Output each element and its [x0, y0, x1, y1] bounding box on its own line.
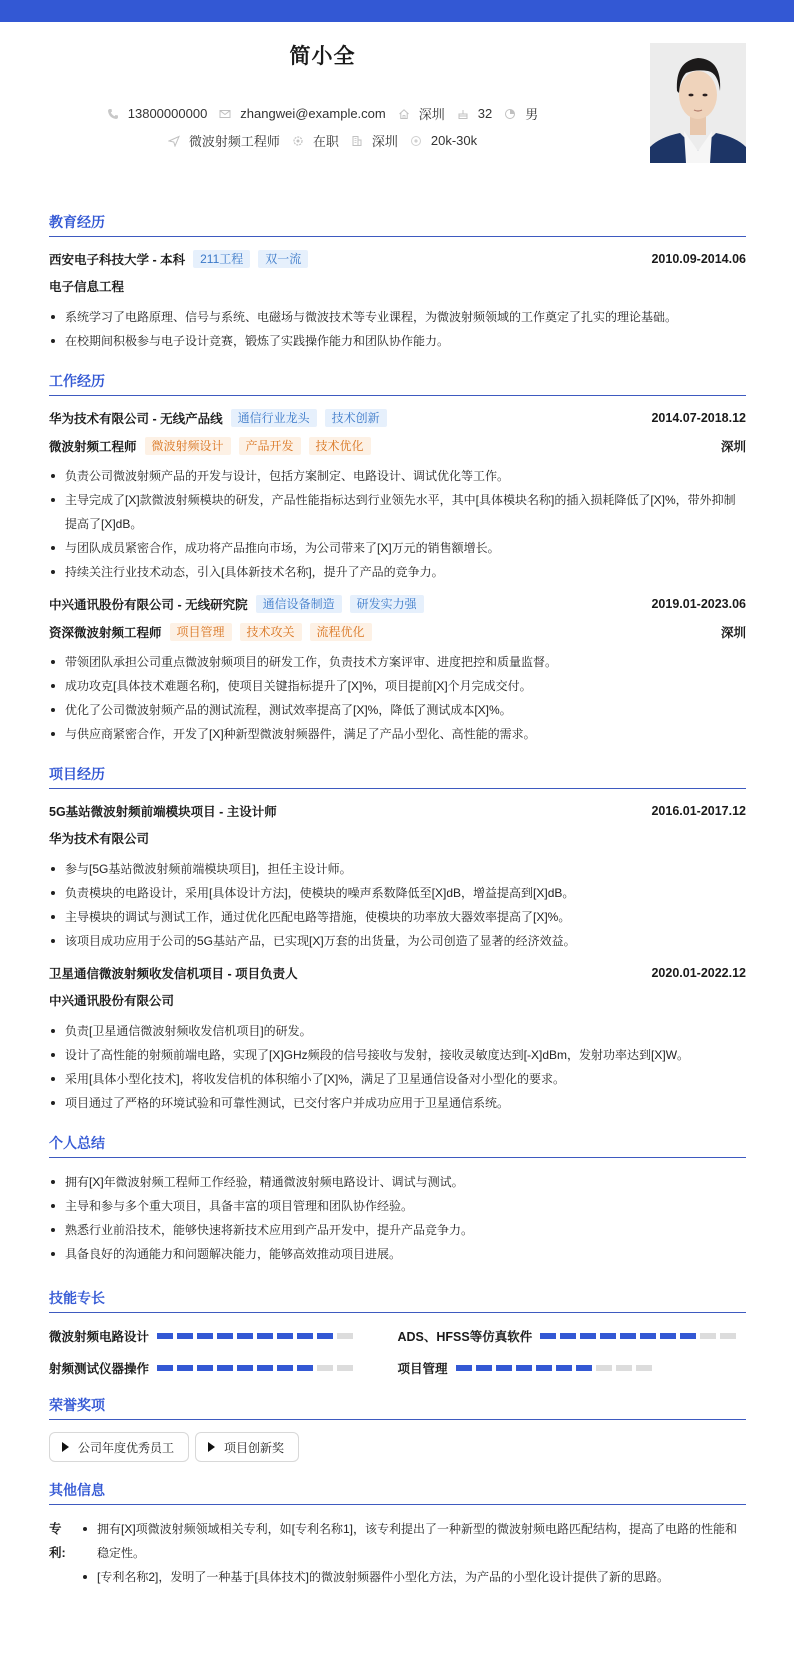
gender-info: [504, 104, 538, 123]
email-text: zhangwei@example.com: [240, 106, 386, 121]
project-entry-header: [49, 963, 746, 983]
skill-segment-filled: [600, 1333, 616, 1339]
project-entry: [49, 801, 746, 953]
work-section: [49, 371, 746, 746]
bullet-item: 参与[5G基站微波射频前端模块项目]，担任主设计师。: [49, 857, 746, 881]
work-city-info: [351, 131, 398, 150]
skill-item: [49, 1325, 398, 1347]
skill-segment-filled: [560, 1333, 576, 1339]
skill-name: ADS、HFSS等仿真软件: [397, 1330, 533, 1344]
skill-level-bar: [540, 1333, 740, 1339]
mail-icon: [219, 108, 231, 120]
work-city-text: 深圳: [371, 134, 398, 149]
plane-icon: [168, 135, 180, 147]
other-section: [49, 1480, 746, 1589]
bullet-item: 在校期间积极参与电子设计竞赛，锻炼了实践操作能力和团队协作能力。: [49, 329, 746, 353]
work-bullets: [49, 650, 746, 746]
top-accent-bar: [0, 0, 794, 22]
skills-grid: [49, 1325, 746, 1379]
company-tag: 研发实力强: [350, 595, 424, 613]
phone-info: [107, 106, 208, 121]
role-header: [49, 622, 746, 642]
awards-list: [49, 1432, 746, 1462]
section-title-skills: 技能专长: [49, 1288, 746, 1313]
skill-segment-filled: [680, 1333, 696, 1339]
section-title-summary: 个人总结: [49, 1133, 746, 1158]
skill-segment-filled: [197, 1365, 213, 1371]
skill-item: [49, 1357, 398, 1379]
project-entry: [49, 963, 746, 1115]
phone-icon: [107, 108, 119, 120]
bullet-item: 成功攻克[具体技术难题名称]，使项目关键指标提升了[X]%，项目提前[X]个月完成交付。: [49, 674, 746, 698]
skill-segment-filled: [277, 1333, 293, 1339]
section-title-other: 其他信息: [49, 1480, 746, 1505]
project-bullets: [49, 857, 746, 953]
skill-level-bar: [157, 1365, 357, 1371]
role-tag: 技术攻关: [240, 623, 302, 641]
bullet-item: 持续关注行业技术动态，引入[具体新技术名称]，提升了产品的竞争力。: [49, 560, 746, 584]
project-entry-header: [49, 801, 746, 821]
skill-segment-filled: [556, 1365, 572, 1371]
gender-text: 男: [525, 107, 539, 122]
skill-segment-filled: [157, 1333, 173, 1339]
awards-section: [49, 1395, 746, 1462]
skill-segment-filled: [317, 1333, 333, 1339]
salary-text: 20k-30k: [430, 133, 478, 148]
major: 电子信息工程: [49, 280, 125, 294]
bullet-item: 负责公司微波射频产品的开发与设计，包括方案制定、电路设计、调试优化等工作。: [49, 464, 746, 488]
bullet-item: 系统学习了电路原理、信号与系统、电磁场与微波技术等专业课程，为微波射频领域的工作奠定了扎实的理论基础。: [49, 305, 746, 329]
bullet-item: 熟悉行业前沿技术，能够快速将新技术应用到产品开发中，提升产品竞争力。: [49, 1218, 746, 1242]
salary-icon: [410, 135, 422, 147]
skill-item: [398, 1325, 747, 1347]
skill-segment-empty: [616, 1365, 632, 1371]
project-date: 2020.01-2022.12: [651, 966, 746, 980]
section-title-projects: 项目经历: [49, 764, 746, 789]
skill-segment-filled: [660, 1333, 676, 1339]
role-header: [49, 436, 746, 456]
skill-segment-filled: [620, 1333, 636, 1339]
projects-section: [49, 764, 746, 1115]
work-entry-left: [49, 595, 424, 613]
section-title-awards: 荣誉奖项: [49, 1395, 746, 1420]
bullet-item: 拥有[X]项微波射频领域相关专利，如[专利名称1]，该专利提出了一种新型的微波射频电路匹配结构，提高了电路的性能和稳定性。: [77, 1517, 746, 1565]
skill-segment-filled: [456, 1365, 472, 1371]
work-city: 深圳: [720, 440, 746, 454]
skill-segment-filled: [540, 1333, 556, 1339]
patents-block: [49, 1517, 746, 1589]
role-tag: 技术优化: [309, 437, 371, 455]
bullet-item: 优化了公司微波射频产品的测试流程，测试效率提高了[X]%，降低了测试成本[X]%。: [49, 698, 746, 722]
work-entry-header: [49, 594, 746, 614]
skill-segment-filled: [476, 1365, 492, 1371]
skill-segment-empty: [636, 1365, 652, 1371]
role-tag: 微波射频设计: [145, 437, 231, 455]
bullet-item: 带领团队承担公司重点微波射频项目的研发工作，负责技术方案评审、进度把控和质量监督。: [49, 650, 746, 674]
role-tag: 项目管理: [170, 623, 232, 641]
school-tag: 211工程: [193, 250, 250, 268]
patent-bullets: [75, 1517, 746, 1589]
age-text: 32: [477, 106, 493, 121]
skill-segment-filled: [277, 1365, 293, 1371]
work-entry: [49, 408, 746, 584]
skill-segment-filled: [576, 1365, 592, 1371]
skill-segment-filled: [580, 1333, 596, 1339]
role-tag: 产品开发: [239, 437, 301, 455]
role-tag: 流程优化: [310, 623, 372, 641]
role-name: 微波射频工程师: [49, 440, 137, 454]
bullet-item: 负责模块的电路设计，采用[具体设计方法]，使模块的噪声系数降低至[X]dB，增益提高到[X]dB。: [49, 881, 746, 905]
skill-segment-filled: [237, 1333, 253, 1339]
bullet-item: 该项目成功应用于公司的5G基站产品，已实现[X]万套的出货量，为公司创造了显著的经济效益。: [49, 929, 746, 953]
patents-label: 专利:: [49, 1522, 66, 1560]
position-info: [168, 131, 280, 150]
phone-text: 13800000000: [127, 106, 208, 121]
work-date: 2019.01-2023.06: [651, 597, 746, 611]
section-title-education: 教育经历: [49, 212, 746, 237]
building-icon: [351, 135, 363, 147]
project-bullets: [49, 1019, 746, 1115]
project-name: 卫星通信微波射频收发信机项目 - 项目负责人: [49, 967, 298, 981]
skill-segment-empty: [700, 1333, 716, 1339]
bullet-item: 拥有[X]年微波射频工程师工作经验，精通微波射频电路设计、调试与测试。: [49, 1170, 746, 1194]
skill-item: [398, 1357, 747, 1379]
skill-segment-filled: [496, 1365, 512, 1371]
skill-segment-filled: [257, 1333, 273, 1339]
bullet-item: 具备良好的沟通能力和问题解决能力，能够高效推动项目进展。: [49, 1242, 746, 1266]
school-name: 西安电子科技大学 - 本科: [49, 253, 186, 267]
award-label: 项目创新奖: [224, 1440, 285, 1455]
contact-row-1: [49, 104, 596, 123]
award-chip[interactable]: [195, 1432, 299, 1462]
education-entry-header: [49, 249, 746, 269]
skill-segment-empty: [596, 1365, 612, 1371]
bullet-item: 设计了高性能的射频前端电路，实现了[X]GHz频段的信号接收与发射，接收灵敏度达到[-X]dBm，发射功率达到[X]W。: [49, 1043, 746, 1067]
award-chip[interactable]: [49, 1432, 189, 1462]
profile-photo: [650, 43, 746, 163]
work-entry: [49, 594, 746, 746]
work-entry-left: [49, 409, 387, 427]
bullet-item: 主导完成了[X]款微波射频模块的研发，产品性能指标达到行业领先水平，其中[具体模块名称]的插入损耗降低了[X]%，带外抑制提高了[X]dB。: [49, 488, 746, 536]
role-left: [49, 437, 371, 455]
work-entry-header: [49, 408, 746, 428]
skill-name: 射频测试仪器操作: [49, 1362, 150, 1376]
bullet-item: 与供应商紧密合作，开发了[X]种新型微波射频器件，满足了产品小型化、高性能的需求。: [49, 722, 746, 746]
skill-segment-filled: [177, 1333, 193, 1339]
gender-icon: [504, 108, 516, 120]
education-section: [49, 212, 746, 353]
section-title-work: 工作经历: [49, 371, 746, 396]
skill-segment-filled: [257, 1365, 273, 1371]
skill-name: 微波射频电路设计: [49, 1330, 150, 1344]
work-city: 深圳: [720, 626, 746, 640]
triangle-right-icon: [62, 1442, 69, 1452]
skill-segment-filled: [297, 1365, 313, 1371]
status-icon: [292, 135, 304, 147]
skill-segment-filled: [217, 1365, 233, 1371]
skill-segment-empty: [337, 1333, 353, 1339]
education-entry-left: [49, 250, 308, 268]
bullet-item: [专利名称2]，发明了一种基于[具体技术]的微波射频器件小型化方法，为产品的小型化设计提供了新的思路。: [77, 1565, 746, 1589]
project-name: 5G基站微波射频前端模块项目 - 主设计师: [49, 805, 277, 819]
home-icon: [398, 108, 410, 120]
profile-header: [49, 22, 746, 200]
award-label: 公司年度优秀员工: [78, 1440, 175, 1455]
summary-section: [49, 1133, 746, 1266]
education-bullets: [49, 305, 746, 353]
role-name: 资深微波射频工程师: [49, 626, 162, 640]
skill-segment-filled: [640, 1333, 656, 1339]
skills-section: [49, 1288, 746, 1379]
company-tag: 通信行业龙头: [231, 409, 317, 427]
bullet-item: 采用[具体小型化技术]，将收发信机的体积缩小了[X]%，满足了卫星通信设备对小型化的要求。: [49, 1067, 746, 1091]
skill-segment-filled: [297, 1333, 313, 1339]
skill-segment-filled: [177, 1365, 193, 1371]
education-date: 2010.09-2014.06: [651, 252, 746, 266]
skill-segment-empty: [337, 1365, 353, 1371]
skill-segment-filled: [157, 1365, 173, 1371]
age-info: [457, 106, 492, 121]
cake-icon: [457, 108, 469, 120]
location-text: 深圳: [418, 107, 445, 122]
skill-segment-filled: [197, 1333, 213, 1339]
status-info: [292, 131, 339, 150]
education-entry: [49, 249, 746, 353]
project-company: 中兴通讯股份有限公司: [49, 994, 175, 1008]
skill-segment-empty: [720, 1333, 736, 1339]
work-date: 2014.07-2018.12: [651, 411, 746, 425]
skill-name: 项目管理: [397, 1362, 448, 1376]
company-name: 中兴通讯股份有限公司 - 无线研究院: [49, 598, 248, 612]
role-left: [49, 623, 372, 641]
location-info: [398, 104, 445, 123]
bullet-item: 项目通过了严格的环境试验和可靠性测试，已交付客户并成功应用于卫星通信系统。: [49, 1091, 746, 1115]
resume-page: [0, 22, 794, 1609]
skill-segment-filled: [237, 1365, 253, 1371]
bullet-item: 与团队成员紧密合作，成功将产品推向市场，为公司带来了[X]万元的销售额增长。: [49, 536, 746, 560]
skill-segment-filled: [536, 1365, 552, 1371]
work-bullets: [49, 464, 746, 584]
skill-segment-filled: [516, 1365, 532, 1371]
bullet-item: 主导模块的调试与测试工作，通过优化匹配电路等措施，使模块的功率放大器效率提高了[X]%。: [49, 905, 746, 929]
position-text: 微波射频工程师: [188, 134, 280, 149]
school-tag: 双一流: [258, 250, 308, 268]
skill-level-bar: [157, 1333, 357, 1339]
company-name: 华为技术有限公司 - 无线产品线: [49, 412, 223, 426]
bullet-item: 主导和参与多个重大项目，具备丰富的项目管理和团队协作经验。: [49, 1194, 746, 1218]
skill-segment-empty: [317, 1365, 333, 1371]
candidate-name: 简小全: [289, 45, 356, 68]
contact-row-2: [49, 131, 596, 150]
email-info: [219, 106, 385, 121]
company-tag: 通信设备制造: [256, 595, 342, 613]
status-text: 在职: [312, 134, 339, 149]
bullet-item: 负责[卫星通信微波射频收发信机项目]的研发。: [49, 1019, 746, 1043]
skill-level-bar: [456, 1365, 656, 1371]
project-date: 2016.01-2017.12: [651, 804, 746, 818]
summary-bullets: [49, 1170, 746, 1266]
triangle-right-icon: [208, 1442, 215, 1452]
skill-segment-filled: [217, 1333, 233, 1339]
company-tag: 技术创新: [325, 409, 387, 427]
project-company: 华为技术有限公司: [49, 832, 150, 846]
salary-info: [410, 133, 477, 148]
